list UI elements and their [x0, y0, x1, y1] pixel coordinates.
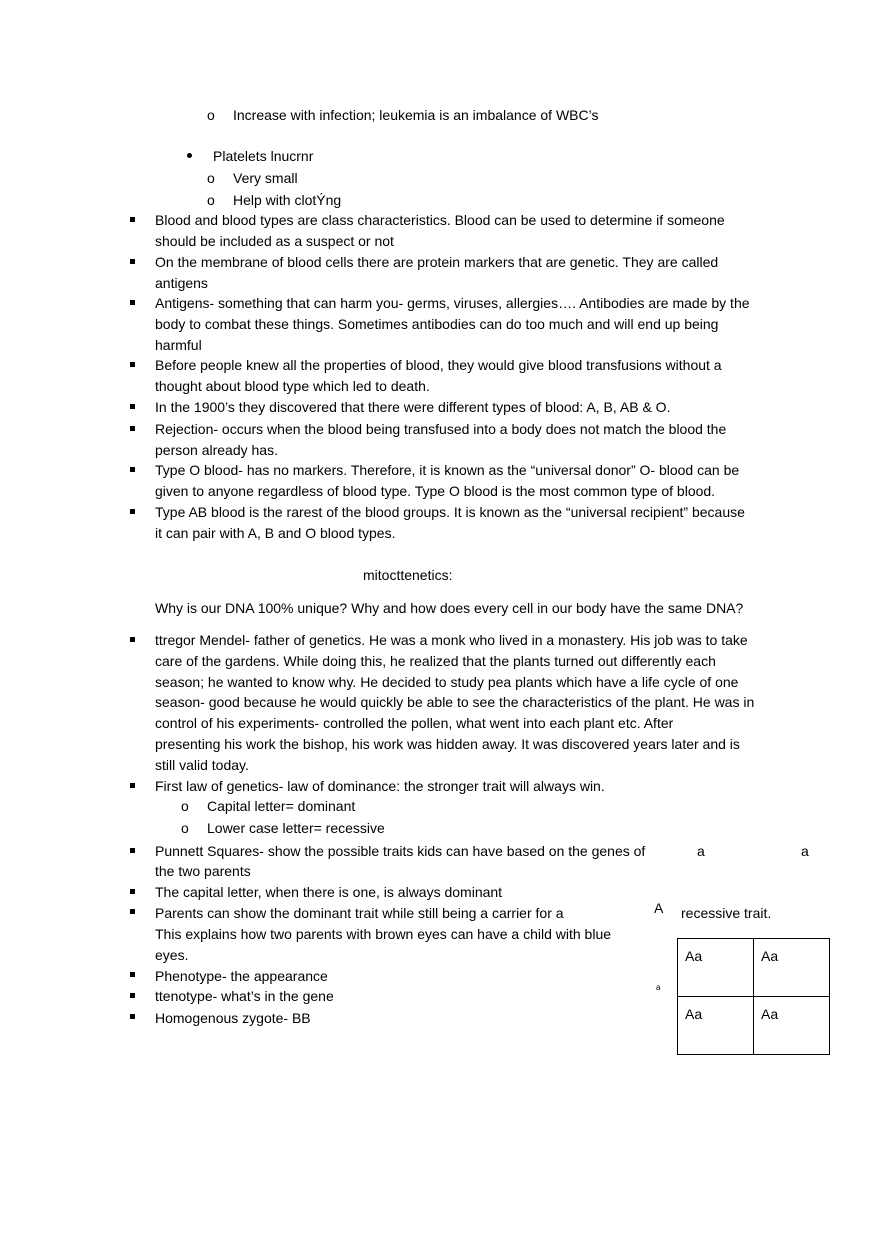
punnett-row [678, 997, 830, 1055]
blood-bullet-line: In the 1900’s they discovered that there were different types of blood: A, B, AB & O. [155, 399, 671, 415]
mendel-line: ttregor Mendel- father of genetics. He was a monk who lived in a monastery. His job was to take [155, 632, 748, 648]
blood-bullet-line: thought about blood type which led to death. [155, 378, 430, 394]
parents-text-line-1: Parents can show the dominant trait while still being a carrier for a [155, 905, 564, 921]
blood-bullet-line: harmful [155, 337, 202, 353]
mendel-line: season; he wanted to know why. He decided to study pea plants which have a life cycle of one [155, 673, 739, 690]
platelets-heading: Platelets lnucrnr [213, 148, 314, 164]
square-bullet-icon [130, 889, 135, 894]
blood-bullet-line: Blood and blood types are class characteristics. Blood can be used to determine if someone [155, 212, 725, 228]
capital-dominant-statement: The capital letter, when there is one, is always dominant [155, 884, 503, 900]
square-bullet-icon [130, 909, 135, 914]
platelets-small-text: Very small [233, 170, 298, 186]
punnett-side-allele-1: A [654, 900, 664, 916]
circle-bullet-icon: o [181, 820, 189, 836]
square-bullet-icon [130, 509, 135, 514]
square-bullet-icon [130, 300, 135, 305]
first-law-text: First law of genetics- law of dominance: the stronger trait will always win. [155, 778, 605, 794]
parents-text-line-3: eyes. [155, 947, 189, 963]
blood-bullet-line: Antigens- something that can harm you- germs, viruses, allergies…. Antibodies are made by the [155, 295, 750, 311]
square-bullet-icon [130, 1014, 135, 1019]
mendel-line: season- good because he would quickly be able to see the characteristics of the plant. He was in [155, 694, 755, 711]
parents-text-line-2: This explains how two parents with brown eyes can have a child with blue [155, 926, 612, 942]
mendel-line: still valid today. [155, 756, 249, 773]
square-bullet-icon [130, 259, 135, 264]
blood-bullet-line: antigens [155, 275, 208, 291]
blood-bullet-line: Type AB blood is the rarest of the blood groups. It is known as the “universal recipient” because [155, 504, 745, 520]
circle-bullet-icon: o [181, 798, 189, 814]
square-bullet-icon [130, 972, 135, 977]
circle-bullet-icon: o [207, 192, 215, 208]
lowercase-recessive-text: Lower case letter= recessive [207, 820, 385, 836]
square-bullet-icon [130, 404, 135, 409]
square-bullet-icon [130, 783, 135, 788]
mendel-line: care of the gardens. While doing this, he realized that the plants turned out differently each [155, 652, 716, 669]
wbc-infection-text: Increase with infection; leukemia is an imbalance of WBC’s [233, 107, 599, 123]
platelets-clotting-text: Help with clotÝng [233, 192, 342, 208]
blood-bullet-line: given to anyone regardless of blood type. Type O blood is the most common type of blood. [155, 483, 716, 499]
punnett-row [678, 939, 830, 997]
phenotype-text: Phenotype- the appearance [155, 968, 328, 984]
square-bullet-icon [130, 993, 135, 998]
punnett-top-allele-2: a [801, 843, 809, 859]
blood-bullet-line: Rejection- occurs when the blood being transfused into a body does not match the blood the [155, 421, 727, 437]
homogenous-text: Homogenous zygote- BB [155, 1010, 311, 1026]
punnett-cell: Aa [754, 997, 830, 1055]
square-bullet-icon [130, 426, 135, 431]
punnett-text-line-1: Punnett Squares- show the possible traits kids can have based on the genes of [155, 843, 646, 859]
blood-bullet-line: Type O blood- has no markers. Therefore, it is known as the “universal donor” O- blood can be [155, 462, 740, 478]
blood-bullet-line: Before people knew all the properties of blood, they would give blood transfusions without a [155, 357, 722, 373]
square-bullet-icon [130, 467, 135, 472]
mendel-line: presenting his work the bishop, his work was hidden away. It was discovered years later and is [155, 736, 740, 752]
dna-question: Why is our DNA 100% unique? Why and how does every cell in our body have the same DNA? [155, 600, 744, 616]
mendel-line: control of his experiments- controlled the pollen, what went into each plant etc. After [155, 715, 674, 732]
punnett-cell: Aa [678, 939, 754, 997]
square-bullet-icon [130, 637, 135, 642]
circle-bullet-icon: o [207, 170, 215, 186]
blood-bullet-line: On the membrane of blood cells there are protein markers that are genetic. They are called [155, 254, 719, 270]
genetics-heading: mitocttenetics: [363, 567, 453, 583]
punnett-side-allele-2: a [656, 983, 661, 992]
punnett-square-table [677, 938, 830, 1055]
capital-dominant-text: Capital letter= dominant [207, 798, 356, 814]
blood-bullet-line: person already has. [155, 442, 278, 458]
blood-bullet-line: it can pair with A, B and O blood types. [155, 525, 396, 541]
square-bullet-icon [130, 362, 135, 367]
punnett-cell: Aa [754, 939, 830, 997]
genotype-text: ttenotype- what’s in the gene [155, 988, 334, 1004]
circle-bullet-icon: o [207, 107, 215, 123]
punnett-text-line-2: the two parents [155, 863, 251, 879]
punnett-cell: Aa [678, 997, 754, 1055]
square-bullet-icon [130, 217, 135, 222]
blood-bullet-line: body to combat these things. Sometimes antibodies can do too much and will end up being [155, 316, 719, 332]
blood-bullet-line: should be included as a suspect or not [155, 233, 394, 249]
bullet-icon [187, 153, 192, 158]
recessive-trait-text: recessive trait. [681, 905, 772, 921]
square-bullet-icon [130, 848, 135, 853]
punnett-top-allele-1: a [697, 843, 705, 859]
